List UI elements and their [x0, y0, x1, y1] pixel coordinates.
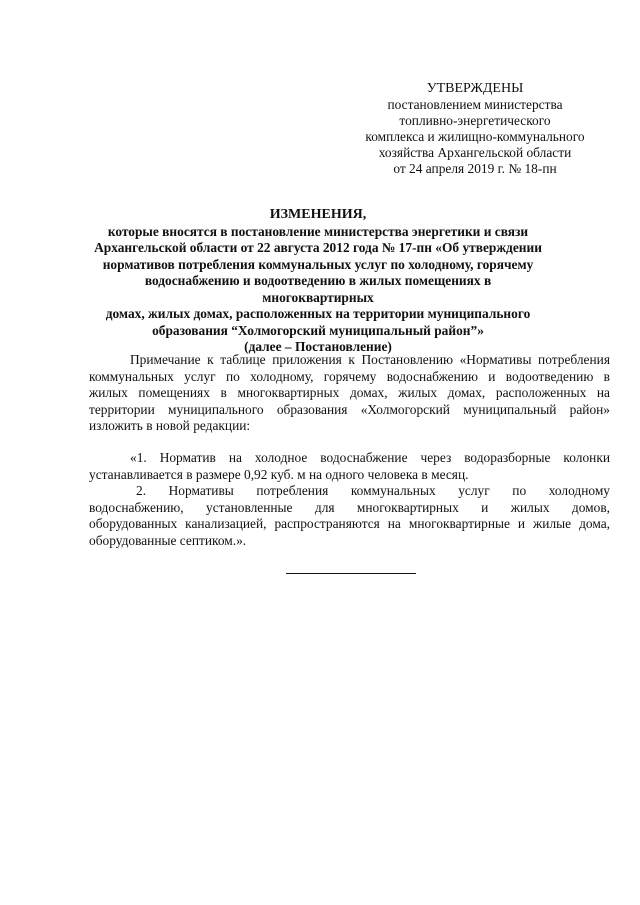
- title-line: водоснабжению и водоотведению в жилых помещениях в многоквартирных: [144, 273, 492, 305]
- note-paragraph: [89, 352, 610, 435]
- note-line: изложить в новой редакции:: [89, 418, 251, 434]
- item-1-line: устанавливается в размере 0,92 куб. м на одного человека в месяц.: [89, 466, 469, 482]
- approval-line: топливно-энергетического: [399, 113, 551, 128]
- item-2-line: оборудованных канализацией, распространяются на многоквартирные и жилые дома,: [89, 516, 610, 532]
- note-line: Примечание к таблице приложения к Постановлению «Нормативы потребления: [130, 352, 610, 367]
- item-2-line: 2. Нормативы потребления коммунальных услуг по холодному: [136, 483, 610, 498]
- end-divider: [286, 573, 416, 574]
- title-line: (далее – Постановление): [244, 339, 392, 354]
- title-heading: ИЗМЕНЕНИЯ,: [269, 207, 367, 222]
- approval-line: от 24 апреля 2019 г. № 18-пн: [393, 161, 557, 176]
- item-2-line: водоснабжению, установленные для многоквартирных и жилых домов,: [89, 499, 610, 515]
- document-title: [88, 207, 548, 356]
- note-line: коммунальных услуг по холодному, горячему водоснабжению и водоотведению в: [89, 368, 610, 384]
- note-line: жилых помещениях в многоквартирных домах, жилых домах, расположенных на: [89, 385, 610, 401]
- item-1-paragraph: [89, 450, 610, 483]
- item-1-line: «1. Норматив на холодное водоснабжение через водоразборные колонки: [130, 450, 610, 465]
- title-line: Архангельской области от 22 августа 2012 года № 17-пн «Об утверждении: [94, 240, 542, 255]
- note-line: территории муниципального образования «Холмогорский муниципальный район»: [89, 401, 610, 417]
- title-line: домах, жилых домах, расположенных на территории муниципального: [105, 306, 531, 321]
- approval-line: хозяйства Архангельской области: [378, 145, 572, 160]
- approval-line: постановлением министерства: [387, 97, 563, 112]
- approval-block: [330, 81, 620, 177]
- item-2-line: оборудованные септиком.».: [89, 532, 247, 548]
- title-line: образования “Холмогорский муниципальный район”»: [152, 322, 484, 338]
- approval-heading: УТВЕРЖДЕНЫ: [426, 81, 524, 96]
- item-2-paragraph: [89, 483, 610, 549]
- approval-line: комплекса и жилищно-коммунального: [365, 129, 585, 144]
- title-line: которые вносятся в постановление министерства энергетики и связи: [107, 223, 529, 239]
- title-line: нормативов потребления коммунальных услуг по холодному, горячему: [102, 256, 534, 272]
